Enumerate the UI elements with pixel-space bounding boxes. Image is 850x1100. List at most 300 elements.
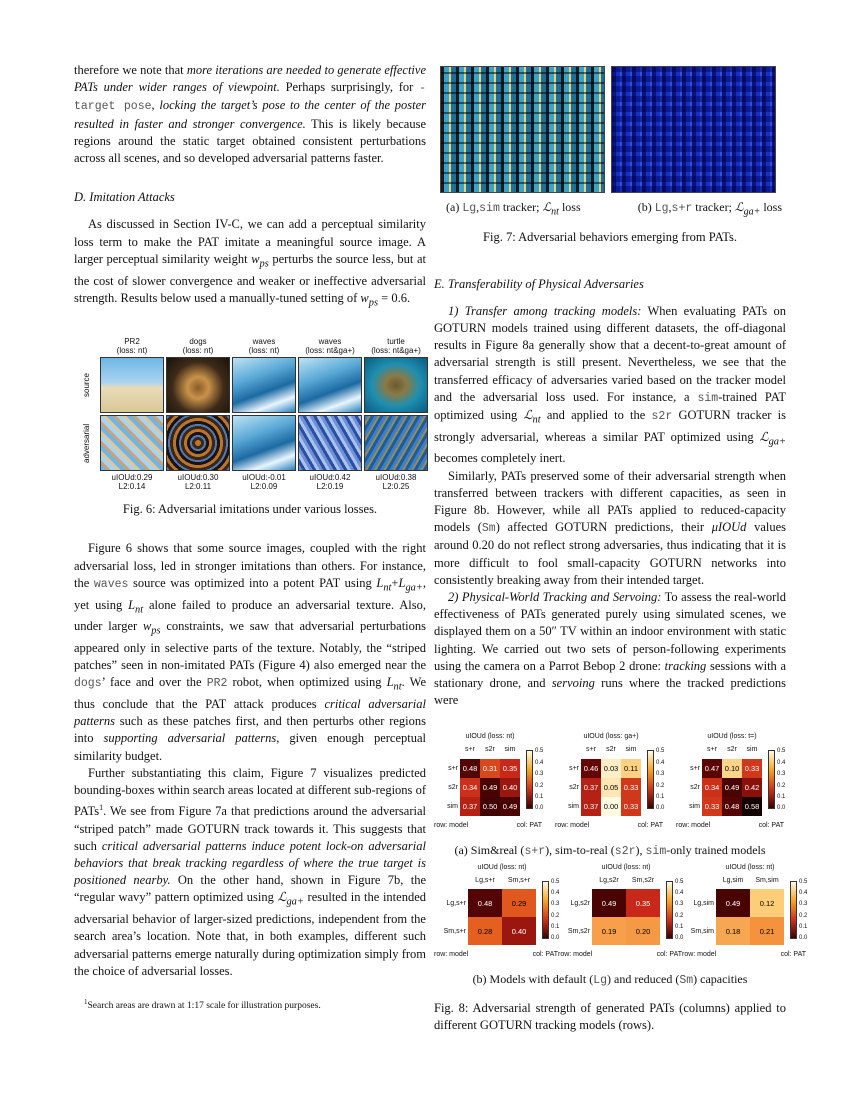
text: runs where the tracked predictions were: [434, 676, 786, 708]
math: w: [360, 290, 369, 305]
heatmap-row-label: Sm,sim: [690, 927, 714, 935]
text: ),: [635, 842, 646, 857]
heatmap-col-label: sim: [625, 746, 637, 754]
colorbar: [666, 881, 673, 939]
fig6-header-text: PR2 (loss: nt): [116, 337, 148, 356]
section-heading-e: E. Transferability of Physical Adversaries: [434, 276, 644, 291]
text: , yet using: [74, 575, 426, 612]
heatmap-col-label: Lg,s+r: [475, 877, 495, 885]
math: μIOUd: [711, 520, 747, 535]
code: dogs: [74, 677, 102, 691]
heatmap-cell: 0.03: [601, 759, 621, 778]
math-sub: ga+: [405, 582, 423, 594]
heatmap-cell: 0.37: [581, 778, 601, 797]
heatmap-col-label: s+r: [707, 746, 717, 754]
heatmap-footer: [682, 946, 806, 963]
code: s2r: [651, 410, 673, 424]
heatmap-footer: [434, 817, 542, 834]
math-sub: ga+: [743, 206, 761, 218]
heatmap-footer-col: col: PAT: [532, 951, 558, 959]
figure-8: [434, 733, 808, 1033]
heatmap-title: uIOUd (loss: nt): [465, 733, 515, 741]
text: ), sim-to-real (: [545, 842, 615, 857]
heatmap-col-label: s2r: [606, 746, 616, 754]
heatmap-col-label: Sm,s+r: [507, 877, 531, 885]
heatmap-row-label: s2r: [448, 783, 458, 791]
fig8-caption: Fig. 8: Adversarial strength of generated PATs (columns) applied to different GOTURN tracking models (rows).: [434, 1000, 786, 1032]
fig6-stat-text: uIOUd:0.30 L2:0.11: [177, 473, 219, 492]
heatmap-col-label: Sm,sim: [755, 877, 779, 885]
text: alone failed to produce an adversarial texture. Also, under larger: [74, 597, 427, 634]
source-image-turtle: [364, 357, 428, 413]
heatmap-row-label: Lg,s2r: [570, 899, 590, 907]
paragraph-transfer-models: [434, 303, 786, 468]
subsection-title: 1) Transfer among tracking models:: [448, 303, 642, 318]
heatmap-footer: [555, 817, 663, 834]
text: tracker;: [692, 200, 735, 214]
math-sub: ps: [368, 297, 379, 309]
text-emph: more iterations are needed to generate effective PATs under wider ranges of viewpoint.: [74, 63, 426, 95]
text: ,: [151, 98, 160, 113]
code: Lg: [593, 974, 608, 988]
text: perturbs the source less, but at the cost of slower convergence and weaker or ineffective adversarial strength. Results below used a manually-tuned setting of: [74, 251, 426, 305]
fig6-row-label-source: source: [82, 373, 91, 398]
fig7b-subcaption: [638, 199, 782, 221]
code: sim: [479, 202, 500, 215]
math-sub: nt: [532, 414, 541, 426]
heatmap-footer-row: row: model: [676, 821, 711, 829]
text: -trained PAT optimized using: [434, 389, 786, 423]
code: s2r: [614, 844, 636, 858]
text: (a) Sim&real (: [454, 842, 525, 857]
heatmap-row: [434, 917, 558, 945]
text-emph: critical adversarial patterns induce potent lock-on adversarial behaviors that break tracking regardless of where the true target is positioned nearby.: [74, 838, 426, 888]
text: ) affected GOTURN predictions, their: [495, 520, 712, 535]
heatmap-cell: 0.10: [722, 759, 742, 778]
colorbar-tick: 0.1: [551, 923, 560, 930]
heatmap-row-label: sim: [447, 802, 458, 810]
heatmap-cell: 0.50: [480, 797, 500, 816]
colorbar-tick: 0.1: [656, 794, 665, 801]
heatmap-cell: 0.00: [601, 797, 621, 816]
colorbar-tick: 0.2: [551, 912, 560, 919]
adversarial-image-waves: [232, 415, 296, 471]
heatmap-row: [558, 889, 682, 917]
heatmap-footer-row: row: model: [558, 951, 593, 959]
heatmap-row: [682, 917, 806, 945]
text: becomes completely inert.: [434, 451, 566, 466]
colorbar-tick: 0.4: [535, 759, 544, 766]
heatmap-cell: 0.33: [621, 797, 641, 816]
fig7a-image: [440, 66, 605, 193]
heatmap-row-label: s+r: [448, 764, 458, 772]
fig6-header: [232, 337, 296, 355]
heatmap-col-label: s2r: [727, 746, 737, 754]
source-image-waves: [232, 357, 296, 413]
heatmap-cell: 0.34: [460, 778, 480, 797]
fig8a-heatmaps: [434, 733, 786, 833]
colorbar-tick: 0.3: [656, 771, 665, 778]
heatmap-row-label: s2r: [569, 783, 579, 791]
heatmap-row: [558, 917, 682, 945]
heatmap: [434, 733, 544, 833]
text: (b): [637, 200, 655, 214]
fig8a-subcaption: [434, 842, 786, 860]
colorbar-tick: 0.5: [551, 879, 560, 886]
colorbar-tick: 0.1: [535, 794, 544, 801]
heatmap-cell: 0.35: [500, 759, 520, 778]
colorbar-tick: 0.2: [675, 912, 684, 919]
heatmap-footer-col: col: PAT: [758, 821, 784, 829]
code: Sm: [481, 522, 496, 536]
colorbar-tick: 0.4: [675, 890, 684, 897]
heatmap-title: uIOUd (loss: nt): [477, 864, 527, 872]
math: L: [386, 675, 394, 690]
code: s+r: [524, 844, 546, 858]
heatmap-col-label: Lg,sim: [722, 877, 744, 885]
subsection-title: 2) Physical-World Tracking and Servoing:: [448, 590, 662, 605]
fig6-header: [166, 337, 230, 355]
colorbar-tick: 0.1: [675, 923, 684, 930]
text: loss: [760, 200, 782, 214]
colorbar-tick: 0.3: [551, 901, 560, 908]
text: = 0.6.: [378, 290, 411, 305]
text: tracker;: [499, 200, 543, 214]
text: ) and reduced (: [607, 972, 680, 987]
source-image-dogs: [166, 357, 230, 413]
heatmap-row-label: s2r: [690, 783, 700, 791]
fig6-stat: [364, 473, 428, 491]
colorbar-tick: 0.5: [535, 748, 544, 755]
math-sub: nt: [383, 582, 392, 594]
heatmap-row: [682, 889, 806, 917]
code: Lg: [654, 202, 669, 215]
text: values around 0.20 do not reflect strong adversaries, thus indicating that it is more difficult to fool small-capacity GOTURN networks into consistently breaking away from their intended target.: [434, 520, 786, 587]
text: ) capacities: [693, 972, 748, 987]
heatmap-cell: 0.46: [581, 759, 601, 778]
math: ℒ: [759, 429, 769, 444]
text: , given enough perceptual similarity budget.: [74, 731, 426, 763]
colorbar-tick: 0.4: [777, 759, 786, 766]
text: . We see from Figure 7a that predictions around the adversarial “striped patch” made GOTURN track towards it. This suggests that such: [74, 804, 426, 853]
heatmap-cell: 0.48: [460, 759, 480, 778]
text: ’ face and over the: [101, 675, 207, 690]
colorbar-tick: 0.2: [656, 782, 665, 789]
heatmap-footer-row: row: model: [434, 951, 469, 959]
text: therefore we note that: [74, 63, 187, 77]
colorbar-tick: 0.1: [799, 923, 808, 930]
heatmap-cell: 0.40: [500, 778, 520, 797]
fig6-header: [298, 337, 362, 355]
colorbar-tick: 0.1: [777, 794, 786, 801]
text: This is likely because regions around the static target obtained consistent perturbations across all scenes, and so developed adversarial patterns faster.: [74, 116, 427, 166]
text: robot, when optimized using: [227, 675, 387, 690]
math-sub: ga+: [286, 896, 304, 908]
colorbar-tick: 0.0: [656, 805, 665, 812]
fig6-header: [364, 337, 428, 355]
heatmap-cell: 0.20: [626, 917, 660, 945]
heatmap-cell: 0.33: [742, 759, 762, 778]
heatmap-cell: 0.40: [502, 917, 536, 945]
heatmap-title: uIOUd (loss: nt): [725, 864, 775, 872]
heatmap-title: uIOUd (loss: t=): [707, 733, 757, 741]
text: When evaluating PATs on GOTURN models trained using different datasets, the off-diagonal results in Figure 8a generally show that a decent-to-great amount of adversarial strength is still present. Nevertheless, we see that the transferred efficacy of adversaries varied based on the tracker model and the adversarial loss used. For instance, a: [434, 303, 786, 404]
code: PR2: [206, 677, 228, 691]
heatmap-cell: 0.49: [480, 778, 500, 797]
math: w: [251, 251, 260, 266]
heatmap-row-label: Lg,s+r: [446, 899, 466, 907]
heatmap-footer: [434, 946, 558, 963]
code: sim: [697, 391, 719, 405]
code: Sm: [679, 974, 694, 988]
math: ℒ: [277, 890, 287, 905]
math: L: [398, 575, 406, 590]
heatmap-footer: [676, 817, 784, 834]
colorbar: [647, 750, 654, 809]
text-emph: supporting adversarial patterns: [103, 731, 277, 746]
heatmap-cell: 0.19: [592, 917, 626, 945]
source-image-waves-2: [298, 357, 362, 413]
code: -target pose: [74, 82, 426, 114]
colorbar: [542, 881, 549, 939]
colorbar: [790, 881, 797, 939]
fig7-caption: Fig. 7: Adversarial behaviors emerging from PATs.: [483, 229, 737, 244]
source-image-pr2: [100, 357, 164, 413]
paragraph-fig6-discussion: [74, 540, 426, 764]
heatmap-cell: 0.58: [742, 797, 762, 816]
colorbar-tick: 0.0: [551, 935, 560, 942]
heatmap-cell: 0.29: [502, 889, 536, 917]
heatmap-cell: 0.34: [702, 778, 722, 797]
paragraph-capacity: [434, 468, 786, 589]
left-column: [74, 62, 426, 1012]
heatmap-title: uIOUd (loss: ga+): [583, 733, 639, 741]
fig6-header-text: waves (loss: nt): [248, 337, 280, 356]
text: ,: [476, 200, 480, 214]
heatmap-footer-row: row: model: [682, 951, 717, 959]
fig6-header-text: dogs (loss: nt): [182, 337, 214, 356]
footnote-number: 1: [84, 997, 88, 1006]
heatmap-title: uIOUd (loss: nt): [601, 864, 651, 872]
fig6-header: [100, 337, 164, 355]
code: s+r: [671, 202, 693, 215]
code: sim: [645, 844, 667, 858]
colorbar-tick: 0.5: [777, 748, 786, 755]
text-emph: tracking: [664, 658, 707, 673]
colorbar-tick: 0.2: [535, 782, 544, 789]
heatmap-footer-col: col: PAT: [516, 821, 542, 829]
figure-7: [434, 66, 786, 246]
heatmap-cell: 0.49: [716, 889, 750, 917]
heatmap-cell: 0.11: [621, 759, 641, 778]
colorbar-tick: 0.0: [675, 935, 684, 942]
footnote-marker: 1: [99, 803, 104, 813]
code: Lg: [462, 202, 477, 215]
heatmap-col-label: s+r: [465, 746, 475, 754]
fig8b-heatmaps: [434, 864, 808, 963]
text: resulted in the intended adversarial behavior of larger-sized predictions, independent from the search area’s location. Note that, in both examples, different such adversarial patterns emerge naturally during optimization simply from the choice of adversarial losses.: [74, 890, 426, 978]
text: Figure 6 shows that some source images, coupled with the right adversarial loss, led in stronger imitations than others. For instance, the: [74, 541, 426, 590]
fig6-stat: [100, 473, 164, 491]
heatmap-col-label: Lg,s2r: [599, 877, 619, 885]
colorbar-tick: 0.4: [656, 759, 665, 766]
text: As discussed in Section IV-C, we can add a perceptual similarity loss term to make the PAT imitate a meaningful source image. A larger perceptual similarity weight: [74, 217, 426, 266]
heatmap-footer-col: col: PAT: [780, 951, 806, 959]
math-sub: ps: [259, 258, 269, 270]
heatmap-cell: 0.05: [601, 778, 621, 797]
colorbar-tick: 0.3: [675, 901, 684, 908]
fig7a-subcaption: [446, 199, 581, 221]
heatmap-cell: 0.18: [716, 917, 750, 945]
text: (b) Models with default (: [472, 972, 594, 987]
text: constraints, we saw that adversarial perturbations appeared only in selective parts of the texture. Notably, the “striped patches” seen in non-imitated PATs (Figure 4) also emerged near the: [74, 619, 426, 673]
heatmap: [676, 733, 786, 833]
heatmap-cell: 0.35: [626, 889, 660, 917]
heatmap: [434, 864, 558, 963]
heatmap-cell: 0.21: [750, 917, 784, 945]
heatmap-cell: 0.33: [621, 778, 641, 797]
text: (a): [446, 200, 463, 214]
heatmap-col-label: Sm,s2r: [631, 877, 655, 885]
heatmap-row-label: sim: [689, 802, 700, 810]
heatmap-cell: 0.48: [468, 889, 502, 917]
text: Further substantiating this claim, Figure 7 visualizes predicted bounding-boxes within search areas located at different sub-regions of PATs: [74, 765, 426, 819]
text: such as these patches first, and then perturbs other regions into: [74, 714, 426, 746]
heatmap-cell: 0.12: [750, 889, 784, 917]
fig6-stat-text: uIOUd:-0.01 L2:0.09: [242, 473, 286, 492]
colorbar-tick: 0.5: [656, 748, 665, 755]
colorbar-tick: 0.5: [799, 879, 808, 886]
heatmap-cell: 0.49: [500, 797, 520, 816]
heatmap-cell: 0.47: [702, 759, 722, 778]
paragraph-fig7-discussion: [74, 765, 426, 980]
heatmap-footer-row: row: model: [555, 821, 590, 829]
fig6-header-text: turtle (loss: nt&ga+): [371, 337, 421, 356]
text: and applied to the: [540, 408, 652, 423]
paragraph-imitation: [74, 216, 426, 311]
colorbar-tick: 0.2: [799, 912, 808, 919]
heatmap-row-label: Sm,s+r: [443, 927, 466, 935]
fig7b-image: [611, 66, 776, 193]
math: ℒ: [734, 200, 744, 214]
math-sub: nt: [135, 604, 144, 616]
text: sessions with a stationary drone, and: [434, 658, 786, 691]
heatmap-col-label: s2r: [485, 746, 495, 754]
math-sub: ga+: [768, 436, 786, 448]
heatmap-row-label: s+r: [569, 764, 579, 772]
text: -only trained models: [666, 842, 766, 857]
math-sub: ps: [151, 625, 161, 637]
fig6-stat-text: uIOUd:0.29 L2:0.14: [111, 473, 153, 492]
text: source was optimized into a potent PAT using: [128, 575, 377, 590]
right-column: [434, 66, 808, 1034]
section-heading-d: D. Imitation Attacks: [74, 190, 175, 205]
fig6-stat: [166, 473, 230, 491]
footnote-text: Search areas are drawn at 1:17 scale for illustration purposes.: [87, 1001, 321, 1012]
math: ℒ: [523, 408, 533, 423]
figure-6: [74, 337, 426, 518]
heatmap-cell: 0.37: [460, 797, 480, 816]
text: Perhaps surprisingly, for: [279, 80, 420, 95]
footnote: [74, 996, 426, 1012]
colorbar-tick: 0.3: [777, 771, 786, 778]
colorbar-tick: 0.2: [777, 782, 786, 789]
heatmap-cell: 0.49: [722, 778, 742, 797]
heatmap-cell: 0.48: [722, 797, 742, 816]
code: waves: [93, 577, 129, 591]
text: GOTURN tracker is strongly adversarial, whereas a similar PAT optimized using: [434, 408, 786, 444]
fig6-caption: Fig. 6: Adversarial imitations under various losses.: [122, 502, 378, 517]
heatmap-row-label: Sm,s2r: [567, 927, 590, 935]
text: ,: [668, 200, 672, 214]
heatmap: [558, 864, 682, 963]
heatmap-col-label: sim: [746, 746, 758, 754]
colorbar: [768, 750, 775, 809]
text-emph: servoing: [551, 676, 595, 691]
fig8b-subcaption: [434, 971, 786, 989]
heatmap-row-label: sim: [568, 802, 579, 810]
fig6-stat: [298, 473, 362, 491]
colorbar-tick: 0.0: [799, 935, 808, 942]
fig6-stat-text: uIOUd:0.38 L2:0.25: [375, 473, 417, 492]
heatmap-col-label: s+r: [586, 746, 596, 754]
heatmap-cell: 0.28: [468, 917, 502, 945]
colorbar-tick: 0.5: [675, 879, 684, 886]
fig6-row-label-adversarial: adversarial: [82, 423, 91, 464]
adversarial-image-pr2: [100, 415, 164, 471]
math-sub: nt: [393, 681, 402, 693]
heatmap-col-label: sim: [504, 746, 516, 754]
adversarial-image-waves-2: [298, 415, 362, 471]
heatmap-row: [434, 889, 558, 917]
fig6-stat-text: uIOUd:0.42 L2:0.19: [309, 473, 351, 492]
heatmap-footer-col: col: PAT: [656, 951, 682, 959]
heatmap-row-label: s+r: [690, 764, 700, 772]
colorbar-tick: 0.4: [551, 890, 560, 897]
fig6-stat: [232, 473, 296, 491]
adversarial-image-turtle: [364, 415, 428, 471]
text: . We thus conclude that the PAT attack produces: [74, 675, 426, 712]
text-emph: critical adversarial patterns: [74, 697, 426, 729]
text-emph: locking the target’s pose to the center of the poster resulted in faster and stronger convergence.: [74, 98, 426, 131]
math: L: [376, 575, 384, 590]
heatmap-cell: 0.42: [742, 778, 762, 797]
heatmap: [555, 733, 665, 833]
math-sub: nt: [551, 206, 559, 218]
math: +: [391, 575, 399, 590]
heatmap-cell: 0.37: [581, 797, 601, 816]
heatmap-cell: 0.31: [480, 759, 500, 778]
heatmap: [682, 864, 806, 963]
paragraph-physical-world: [434, 589, 786, 709]
heatmap-footer-row: row: model: [434, 821, 469, 829]
colorbar-tick: 0.0: [535, 805, 544, 812]
paragraph-pose: [74, 62, 426, 167]
colorbar: [526, 750, 533, 809]
fig6-header-text: waves (loss: nt&ga+): [305, 337, 355, 356]
heatmap-footer: [558, 946, 682, 963]
text: To assess the real-world effectiveness of PATs generated purely using simulated scenes, we displayed them on a 50″ TV within an indoor environment with static lighting. We carried out two sets of person-following experiments using the camera on a Parrot Bebop 2 drone:: [434, 590, 786, 673]
text: Similarly, PATs preserved some of their adversarial strength when transferred between trackers with different capacities, as seen in Figure 8b. However, while all PATs applied to reduced-capacity models (: [434, 468, 786, 535]
heatmap-row-label: Lg,sim: [693, 899, 714, 907]
heatmap-cell: 0.33: [702, 797, 722, 816]
text: On the other hand, shown in Figure 7b, the “regular wavy” pattern optimized using: [74, 873, 426, 905]
adversarial-image-dogs: [166, 415, 230, 471]
math: ℒ: [542, 200, 552, 214]
text: loss: [558, 200, 581, 214]
colorbar-tick: 0.0: [777, 805, 786, 812]
heatmap-footer-col: col: PAT: [637, 821, 663, 829]
